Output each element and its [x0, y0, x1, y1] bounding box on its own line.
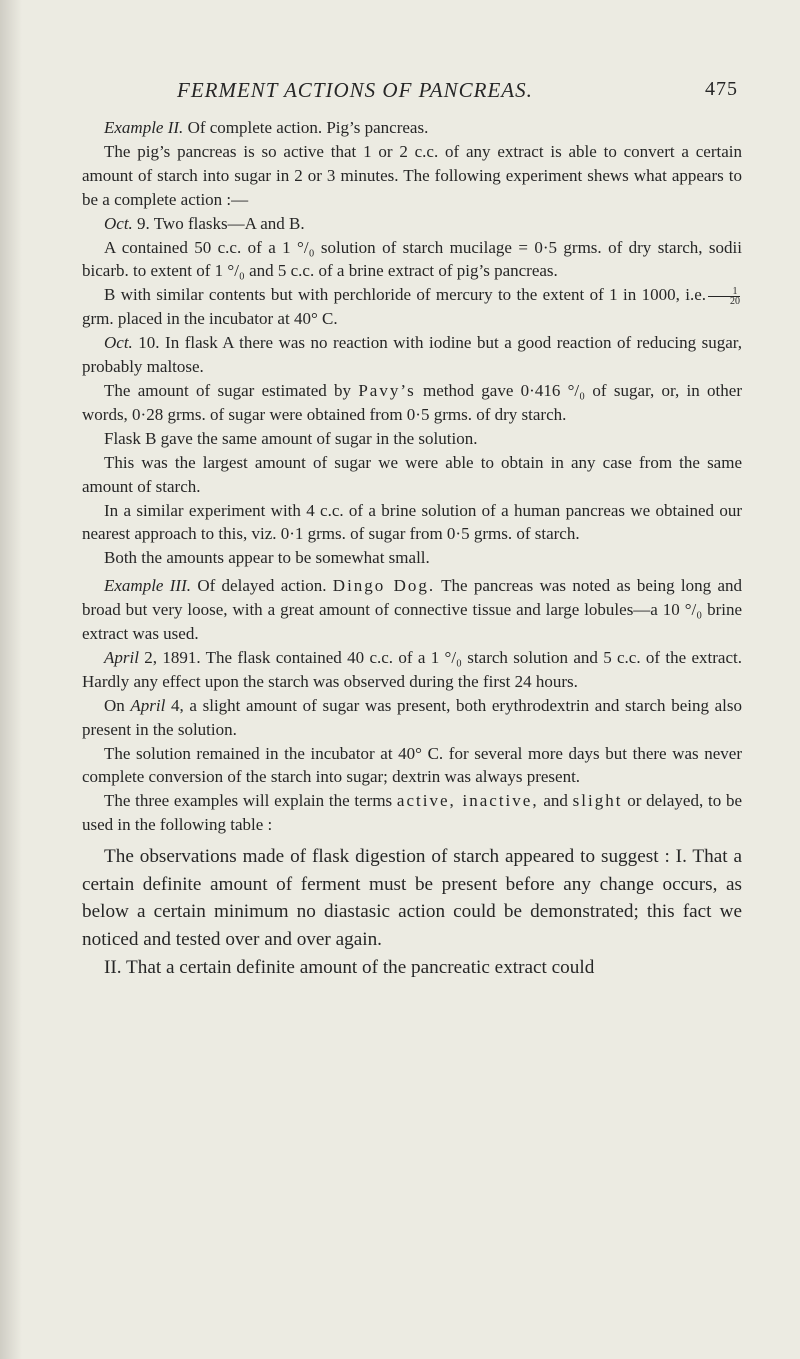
paragraph: On April 4, a slight amount of sugar was present, both erythrodextrin and starch being also present in the solution.: [82, 695, 742, 739]
paragraph: Example II. Of complete action. Pig’s pancreas.: [104, 118, 429, 137]
paragraph: II. That a certain definite amount of the pancreatic extract could: [104, 956, 595, 978]
spaced-term: slight: [572, 791, 623, 811]
paragraph: In a similar experiment with 4 c.c. of a brine solution of a human pancreas we obtained our nearest approach to this, viz. 0·1 grms. of sugar from 0·5 grms. of starch.: [82, 500, 742, 544]
paragraph: This was the largest amount of sugar we were able to obtain in any case from the same amount of starch.: [82, 452, 742, 496]
paragraph: A contained 50 c.c. of a 1 °/₀ solution of starch mucilage = 0·5 grms. of dry starch, sodii bicarb. to extent of 1 °/₀ and 5 c.c. of a brine extract of pig’s pancreas.: [82, 237, 742, 281]
example-label: Example II.: [104, 118, 184, 137]
paragraph: The pig’s pancreas is so active that 1 or 2 c.c. of any extract is able to convert a certain amount of starch into sugar in 2 or 3 minutes. The following experiment shews what appears to be a complete action :—: [82, 141, 742, 209]
paragraph: Both the amounts appear to be somewhat small.: [104, 548, 430, 568]
page-number: 475: [705, 78, 738, 100]
paragraph: The amount of sugar estimated by Pavy’s method gave 0·416 °/₀ of sugar, or, in other words, 0·28 grms. of sugar were obtained from 0·5 grms. of dry starch.: [82, 380, 742, 424]
paragraph: B with similar contents but with perchloride of mercury to the extent of 1 in 1000, i.e. $\frac{1}{20}$ grm. placed in the incubator at 40° C.: [82, 285, 740, 329]
paragraph: The observations made of flask digestion of starch appeared to suggest : I. That a certain definite amount of ferment must be present before any change occurs, as below a certain minimum no diastasic action could be demonstrated; this fact we noticed and tested over and over again.: [82, 846, 742, 950]
paragraph: Oct. 10. In flask A there was no reaction with iodine but a good reaction of reducing sugar, probably maltose.: [82, 333, 742, 377]
body-text: [82, 116, 742, 981]
running-title: FERMENT ACTIONS OF PANCREAS.: [177, 78, 533, 102]
spaced-name: Dingo Dog.: [332, 576, 436, 596]
paragraph: Oct. 9. Two flasks—A and B.: [104, 213, 305, 233]
paragraph: Flask B gave the same amount of sugar in the solution.: [104, 428, 478, 448]
paragraph: The three examples will explain the terms active, inactive, and slight or delayed, to be used in the following table :: [82, 791, 743, 835]
example-label: Example III.: [104, 576, 192, 596]
paragraph: The solution remained in the incubator at 40° C. for several more days but there was never complete conversion of the starch into sugar; dextrin was always present.: [82, 743, 742, 787]
fraction: $\frac{1}{20}$: [708, 287, 740, 306]
paragraph: April 2, 1891. The flask contained 40 c.c. of a 1 °/₀ starch solution and 5 c.c. of the extract. Hardly any effect upon the starch was observed during the first 24 hours.: [82, 647, 742, 691]
paragraph: Example III. Of delayed action. Dingo Dog. The pancreas was noted as being long and broad but very loose, with a great amount of connective tissue and large lobules—a 10 °/₀ brine extract was used.: [82, 576, 742, 644]
spaced-name: Pavy’s: [358, 380, 416, 400]
page-gutter-shadow: [0, 0, 22, 1359]
spaced-term: active, inactive,: [396, 791, 539, 811]
running-header: [0, 78, 800, 102]
